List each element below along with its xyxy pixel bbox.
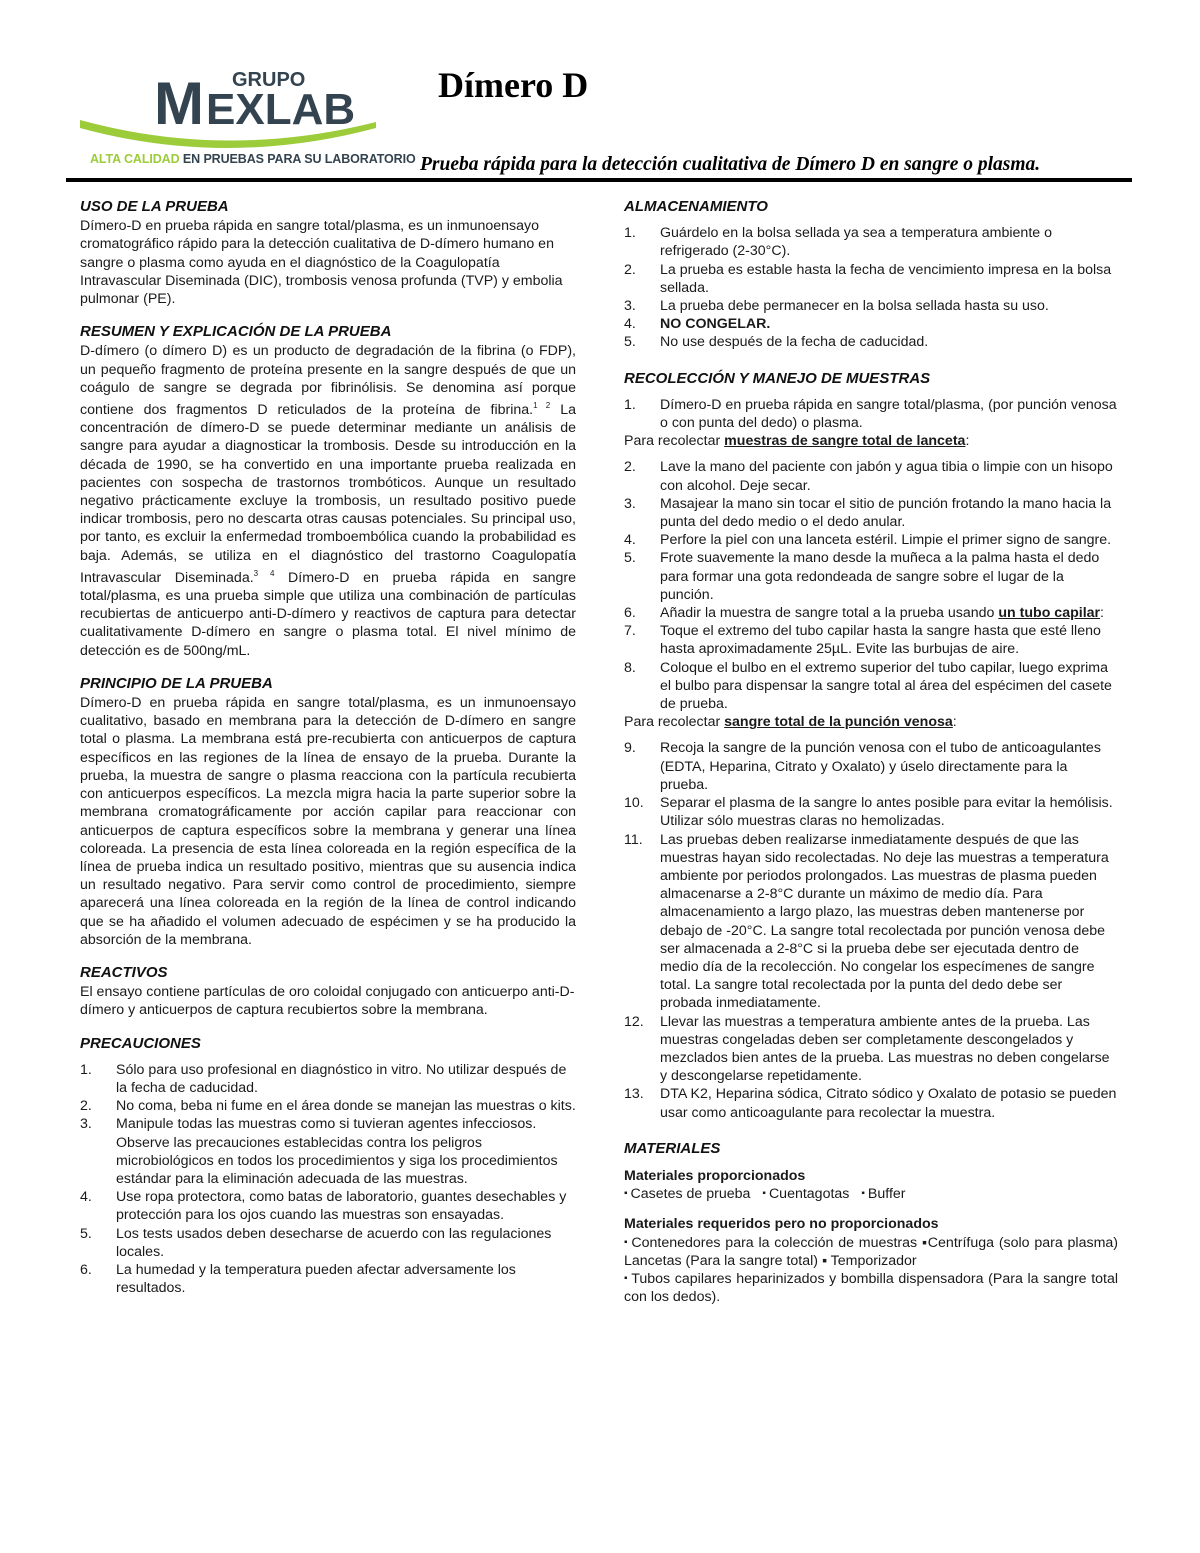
item-text: Los tests usados deben desecharse de acuerdo con las regulaciones locales.	[116, 1225, 552, 1260]
section-almacenamiento	[624, 198, 1118, 352]
list-item	[624, 831, 1118, 1013]
item-number: 4.	[624, 316, 636, 333]
item-text: La humedad y la temperatura pueden afectar adversamente los resultados.	[116, 1261, 516, 1297]
document-subtitle: Prueba rápida para la detección cualitativa de Dímero D en sangre o plasma.	[420, 154, 1041, 175]
list-item	[624, 739, 1118, 794]
note-suffix: :	[965, 433, 970, 450]
section-title: RECOLECCIÓN Y MANEJO DE MUESTRAS	[624, 369, 931, 387]
precauciones-list	[80, 1061, 576, 1298]
item-number: 6.	[80, 1261, 92, 1278]
section-title: PRINCIPIO DE LA PRUEBA	[80, 674, 273, 692]
item-text: Use ropa protectora, como batas de laboratorio, guantes desechables y protección para los ojos cuando las muestras son ensayadas.	[116, 1189, 567, 1224]
item-number: 6.	[624, 605, 636, 622]
item-text: Manipule todas las muestras como si tuvieran agentes infecciosos. Observe las precauciones establecidas contra los peligros microbiológicos en todos los procedimientos y siga los procedimientos estándar para la eliminación adecuada de las muestras.	[116, 1116, 558, 1187]
item-number: 1.	[80, 1061, 92, 1078]
section-principio	[80, 675, 576, 949]
list-item	[624, 659, 1118, 714]
resumen-text-2: La concentración de dímero-D se puede determinar mediante un análisis de sangre para ayudar a diagnosticar la trombosis. Desde su introducción en la década de 1990, se ha convertido en una importante prueba realizada en pacientes con sospecha de trastornos trombóticos. Aunque un resultado negativo prácticamente excluye la trombosis, un resultado positivo puede indicar trombosis, pero no descarta otras causas potenciales. Su principal uso, por tanto, es excluir la enfermedad tromboembólica cuando la probabilidad es baja. Además, se utiliza en el diagnóstico del trastorno Coagulopatía Intravascular Diseminada.	[80, 402, 576, 586]
section-title: MATERIALES	[624, 1139, 721, 1157]
item-number: 2.	[80, 1098, 92, 1115]
item-number: 2.	[624, 459, 636, 476]
recoleccion-list-intro	[624, 396, 1118, 432]
company-logo	[76, 62, 416, 172]
list-item	[80, 1061, 576, 1097]
item-text: Lave la mano del paciente con jabón y agua tibia o limpie con un hisopo con alcohol. Deje secar.	[660, 459, 1113, 494]
section-reactivos	[80, 964, 576, 1020]
bullet-icon: ▪	[624, 1188, 628, 1200]
material-text: Buffer	[867, 1186, 906, 1203]
material-text: Casetes de prueba	[630, 1186, 751, 1203]
item-text: La prueba es estable hasta la fecha de vencimiento impresa en la bolsa sellada.	[660, 261, 1112, 296]
item-number: 8.	[624, 659, 636, 676]
materiales-requeridos-line	[624, 1270, 1118, 1306]
item-number: 10.	[624, 795, 644, 812]
item-text: No coma, beba ni fume en el área donde se manejan las muestras o kits.	[116, 1098, 576, 1115]
list-item	[624, 531, 1118, 549]
list-item	[624, 315, 1118, 333]
right-column	[624, 198, 1118, 1306]
materiales-requeridos-line	[624, 1234, 1118, 1270]
section-body: El ensayo contiene partículas de oro coloidal conjugado con anticuerpo anti-D-dímero y anticuerpos de captura recubiertos sobre la membrana.	[80, 984, 575, 1019]
item-number: 9.	[624, 740, 636, 757]
item-number: 5.	[80, 1225, 92, 1242]
item-text: NO CONGELAR.	[660, 316, 771, 333]
list-item	[624, 549, 1118, 604]
materiales-proporcionados-heading: Materiales proporcionados	[624, 1167, 806, 1184]
list-item	[624, 604, 1118, 622]
bullet-icon: ▪	[762, 1188, 766, 1200]
material-text: Contenedores para la colección de muestras ▪Centrífuga (solo para plasma) Lancetas (Para la sangre total) ▪ Temporizador	[624, 1234, 1118, 1269]
item-text: Sólo para uso profesional en diagnóstico in vitro. No utilizar después de la fecha de caducidad.	[116, 1061, 567, 1096]
item-number: 11.	[624, 831, 643, 848]
item-number: 13.	[624, 1086, 644, 1103]
section-title: PRECAUCIONES	[80, 1034, 201, 1052]
header-divider	[66, 178, 1132, 182]
item-text: Llevar las muestras a temperatura ambiente antes de la prueba. Las muestras congeladas deben ser completamente descongelados y mezclados bien antes de la prueba. Las muestras no deben congelarse y descongelarse repetidamente.	[660, 1013, 1110, 1085]
list-item	[80, 1097, 576, 1115]
list-item	[80, 1115, 576, 1188]
note-lanceta	[624, 432, 1118, 450]
bullet-icon: ▪	[624, 1236, 629, 1248]
section-title: RESUMEN Y EXPLICACIÓN DE LA PRUEBA	[80, 323, 392, 341]
item-text-underlined: un tubo capilar	[998, 605, 1101, 622]
item-text: La prueba debe permanecer en la bolsa sellada hasta su uso.	[660, 298, 1049, 315]
item-number: 3.	[624, 298, 636, 315]
item-number: 5.	[624, 550, 636, 567]
item-text: No use después de la fecha de caducidad.	[660, 334, 929, 351]
list-item	[624, 333, 1118, 351]
list-item	[624, 261, 1118, 297]
note-prefix: Para recolectar	[624, 433, 725, 450]
item-text: DTA K2, Heparina sódica, Citrato sódico y Oxalato de potasio se pueden usar como anticoagulante para recolectar la muestra.	[660, 1086, 1117, 1121]
item-text: Masajear la mano sin tocar el sitio de punción frotando la mano hacia la punta del dedo medio o el dedo anular.	[660, 495, 1112, 531]
section-body: Dímero-D en prueba rápida en sangre total/plasma, es un inmunoensayo cualitativo, basado en membrana para la detección de D-dímero en sangre total o plasma. La membrana está pre-recubierta con anticuerpos de captura específicos en las regiones de la línea de ensayo de la prueba. Durante la prueba, la muestra de sangre o plasma reacciona con la partícula recubierta con anticuerpos específicos. La mezcla migra hacia la parte superior sobre la membrana cromatográficamente por acción capilar para reaccionar con anticuerpos de captura específicos sobre la membrana y generar una línea coloreada. La presencia de esta línea coloreada en la región específica de la línea de prueba indica un resultado positivo, mientras que su ausencia indica un resultado negativo. Para servir como control de procedimiento, siempre aparecerá una línea coloreada en la región de la línea de control indicando que se ha añadido el volumen adecuado de espécimen y se ha producido la absorción de la membrana.	[80, 695, 576, 948]
logo-tagline-green: ALTA CALIDAD	[90, 152, 180, 166]
list-item	[624, 458, 1118, 494]
item-text: Perfore la piel con una lanceta estéril. Limpie el primer signo de sangre.	[660, 532, 1112, 549]
footnote-ref: 3 4	[253, 568, 275, 578]
list-item	[80, 1225, 576, 1261]
item-text: Separar el plasma de la sangre lo antes posible para evitar la hemólisis. Utilizar sólo muestras claras no hemolizadas.	[660, 795, 1113, 830]
item-number: 1.	[624, 396, 636, 413]
list-item	[80, 1188, 576, 1224]
section-title: REACTIVOS	[80, 963, 168, 981]
list-item	[624, 622, 1118, 658]
materiales-proporcionados-row	[624, 1185, 1118, 1203]
item-text: Toque el extremo del tubo capilar hasta la sangre hasta que esté lleno hasta aproximadamente 25µL. Evite las burbujas de aire.	[660, 623, 1101, 658]
recoleccion-list-venosa	[624, 739, 1118, 1121]
document-title: Dímero D	[438, 65, 589, 105]
item-text: Las pruebas deben realizarse inmediatamente después de que las muestras hayan sido recolectadas. No deje las muestras a temperatura ambiente por periodos prolongados. Las muestras de plasma pueden almacenarse a 2-8°C durante un máximo de medio día. Para almacenamiento a largo plazo, las muestras deben mantenerse por debajo de -20°C. La sangre total recolectada por punción venosa debe ser almacenada a 2-8°C si la prueba debe ser ejecutada dentro de medio día de la recolección. No congelar los especímenes de sangre total. La sangre total recolectada por la punta del dedo debe ser probada inmediatamente.	[660, 831, 1109, 1012]
logo-graphic	[76, 62, 416, 152]
list-item	[624, 794, 1118, 830]
section-resumen	[80, 323, 576, 660]
note-venosa	[624, 713, 1118, 731]
list-item	[80, 1261, 576, 1297]
section-recoleccion	[624, 370, 1118, 1122]
list-item	[624, 224, 1118, 260]
resumen-text-3: Dímero-D en prueba rápida en sangre total/plasma, es una prueba simple que utiliza una combinación de partículas recubiertas de anticuerpo anti-D-dímero y reactivos de captura para detectar cualitativamente D-dímero en sangre o plasma total. El nivel mínimo de detección es de 500ng/mL.	[80, 569, 576, 659]
logo-grupo: GRUPO	[232, 69, 306, 91]
list-item	[624, 495, 1118, 531]
materiales-requeridos-heading: Materiales requeridos pero no proporcionados	[624, 1216, 939, 1233]
section-materiales	[624, 1140, 1118, 1307]
material-item	[861, 1186, 905, 1202]
item-number: 12.	[624, 1013, 644, 1030]
item-number: 4.	[80, 1189, 92, 1206]
note-underlined: muestras de sangre total de lanceta	[724, 433, 966, 450]
logo-m-letter: M	[154, 70, 204, 137]
material-text: Tubos capilares heparinizados y bombilla dispensadora (Para la sangre total con los dedos).	[624, 1270, 1119, 1306]
item-number: 3.	[80, 1116, 92, 1133]
logo-name: EXLAB	[206, 85, 356, 134]
item-text: Guárdelo en la bolsa sellada ya sea a temperatura ambiente o refrigerado (2-30°C).	[660, 225, 1052, 260]
resumen-text-1: D-dímero (o dímero D) es un producto de degradación de la fibrina (o FDP), un pequeño fragmento de proteína presente en la sangre después de que un coágulo de sangre se degrada por fibrinólisis. Se denomina así porque contiene dos fragmentos D reticulados de la proteína de fibrina.	[80, 343, 576, 419]
item-number: 2.	[624, 261, 636, 278]
list-item	[624, 1013, 1118, 1086]
list-item	[624, 396, 1118, 432]
section-title: ALMACENAMIENTO	[624, 198, 768, 215]
section-title: USO DE LA PRUEBA	[80, 198, 229, 215]
logo-tagline-dark: EN PRUEBAS PARA SU LABORATORIO	[182, 152, 416, 166]
section-body	[80, 342, 576, 659]
list-item	[624, 297, 1118, 315]
material-text: Cuentagotas	[768, 1186, 850, 1203]
note-suffix: :	[952, 714, 957, 731]
material-item	[624, 1186, 750, 1202]
section-precauciones	[80, 1035, 576, 1298]
item-text: Dímero-D en prueba rápida en sangre total/plasma, (por punción venosa o con punta del dedo) o plasma.	[660, 396, 1117, 432]
note-prefix: Para recolectar	[624, 714, 725, 731]
item-number: 1.	[624, 225, 636, 242]
item-text-prefix: Añadir la muestra de sangre total a la prueba usando	[660, 605, 999, 622]
item-text: Recoja la sangre de la punción venosa con el tubo de anticoagulantes (EDTA, Heparina, Citrato y Oxalato) y úselo directamente para la prueba.	[660, 740, 1101, 793]
bullet-icon: ▪	[861, 1188, 865, 1200]
item-text-suffix: :	[1100, 605, 1104, 622]
section-body: Dímero-D en prueba rápida en sangre total/plasma, es un inmunoensayo cromatográfico rápido para la detección cualitativa de D-dímero humano en sangre o plasma como ayuda en el diagnóstico de la Coagulopatía Intravascular Diseminada (DIC), trombosis venosa profunda (TVP) y embolia pulmonar (PE).	[80, 218, 563, 308]
material-item	[762, 1186, 849, 1202]
section-uso	[80, 198, 576, 308]
item-number: 4.	[624, 532, 636, 549]
item-number: 5.	[624, 334, 636, 351]
list-item	[624, 1085, 1118, 1121]
almacenamiento-list	[624, 224, 1118, 351]
item-number: 7.	[624, 623, 636, 640]
bullet-icon: ▪	[624, 1272, 629, 1284]
recoleccion-list-lanceta	[624, 458, 1118, 713]
item-number: 3.	[624, 495, 636, 512]
note-underlined: sangre total de la punción venosa	[724, 714, 953, 731]
footnote-ref: 1 2	[533, 401, 551, 411]
item-text: Frote suavemente la mano desde la muñeca a la palma hasta el dedo para formar una gota redondeada de sangre sobre el lugar de la punción.	[660, 550, 1100, 603]
item-text: Coloque el bulbo en el extremo superior del tubo capilar, luego exprima el bulbo para dispensar la sangre total al área del espécimen del casete de prueba.	[660, 659, 1112, 713]
left-column	[80, 198, 576, 1297]
logo-tagline	[90, 152, 416, 166]
